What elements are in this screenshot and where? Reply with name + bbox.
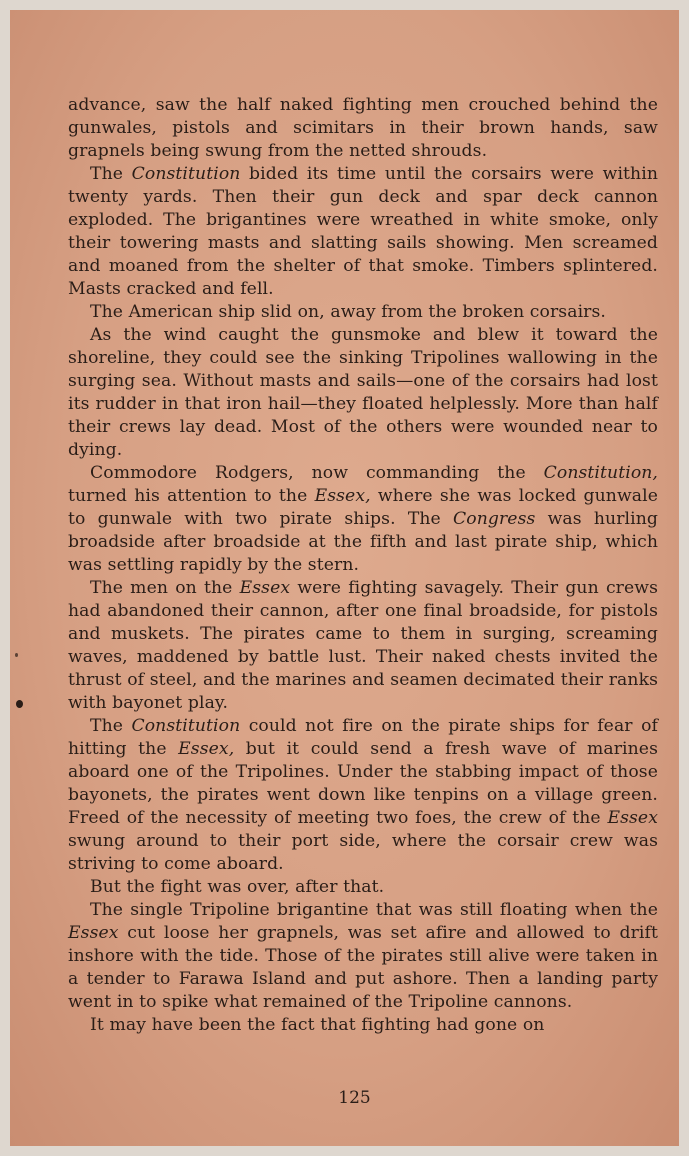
text-run: but it could send a fresh wave of marines aboard one of the Tripolines. Under the stabbing impact of those bayonets, the pirates went down like tenpins on a village green. Freed of the necessity of meeting two foes, the crew of the [68, 739, 658, 828]
italic-text: Essex, [178, 739, 235, 759]
paragraph [68, 94, 658, 163]
text-run: bided its time until the corsairs were within twenty yards. Then their gun deck and spar deck cannon exploded. The brigantines were wreathed in white smoke, only their towering masts and slatting sails showing. Men screamed and moaned from the shelter of that smoke. Timbers splintered. Masts cracked and fell. [68, 164, 658, 299]
paragraph [68, 324, 658, 462]
paragraph [68, 301, 658, 324]
paragraph [68, 577, 658, 715]
text-run: were fighting savagely. Their gun crews had abandoned their cannon, after one final broadside, for pistols and muskets. The pirates came to them in surging, screaming waves, maddened by battle lust. Their naked chests invited the thrust of steel, and the marines and seamen decimated their ranks with bayonet play. [68, 578, 658, 713]
italic-text: Essex [239, 578, 291, 598]
ink-speck [15, 653, 18, 657]
paragraph [68, 1014, 658, 1037]
ink-speck [16, 700, 23, 708]
italic-text: Constitution [131, 164, 241, 184]
text-run: where she was locked gunwale to gunwale with two pirate ships. The [68, 486, 658, 529]
paragraph [68, 462, 658, 577]
text-run: turned his attention to the [68, 486, 315, 506]
paragraph [68, 899, 658, 1014]
page-number: 125 [338, 1088, 371, 1108]
text-run: swung around to their port side, where the corsair crew was striving to come aboard. [68, 831, 658, 874]
text-run: The men on the [90, 578, 240, 598]
text-run: The American ship slid on, away from the broken corsairs. [90, 302, 606, 322]
text-run: But the fight was over, after that. [90, 877, 385, 897]
italic-text: Essex, [314, 486, 371, 506]
text-run: It may have been the fact that fighting had gone on [90, 1015, 545, 1035]
italic-text: Essex [68, 923, 119, 943]
text-run: The single Tripoline brigantine that was still floating when the [90, 900, 658, 920]
text-run: cut loose her grapnels, was set afire and allowed to drift inshore with the tide. Those of the pirates still alive were taken in a tender to Farawa Island and put ashore. Then a landing party went in to spike what remained of the Tripoline cannons. [68, 923, 658, 1012]
paragraph [68, 715, 658, 876]
text-run: The [90, 164, 132, 184]
italic-text: Constitution, [543, 463, 658, 483]
text-run: Commodore Rodgers, now commanding the [90, 463, 544, 483]
italic-text: Essex [607, 808, 658, 828]
text-run: could not fire on the pirate ships for fear of hitting the [68, 716, 658, 759]
text-run: advance, saw the half naked fighting men crouched behind the gunwales, pistols and scimitars in their brown hands, saw grapnels being swung from the netted shrouds. [68, 95, 658, 161]
italic-text: Congress [453, 509, 536, 529]
text-run: The [90, 716, 132, 736]
text-run: As the wind caught the gunsmoke and blew it toward the shoreline, they could see the sinking Tripolines wallowing in the surging sea. Without masts and sails—one of the corsairs had lost its rudder in that iron hail—they floated helplessly. More than half their crews lay dead. Most of the others were wounded near to dying. [68, 325, 658, 460]
text-run: was hurling broadside after broadside at the fifth and last pirate ship, which was settling rapidly by the stern. [68, 509, 658, 575]
italic-text: Constitution [131, 716, 241, 736]
paragraph [68, 876, 658, 899]
body-text [68, 94, 658, 1037]
paragraph [68, 163, 658, 301]
